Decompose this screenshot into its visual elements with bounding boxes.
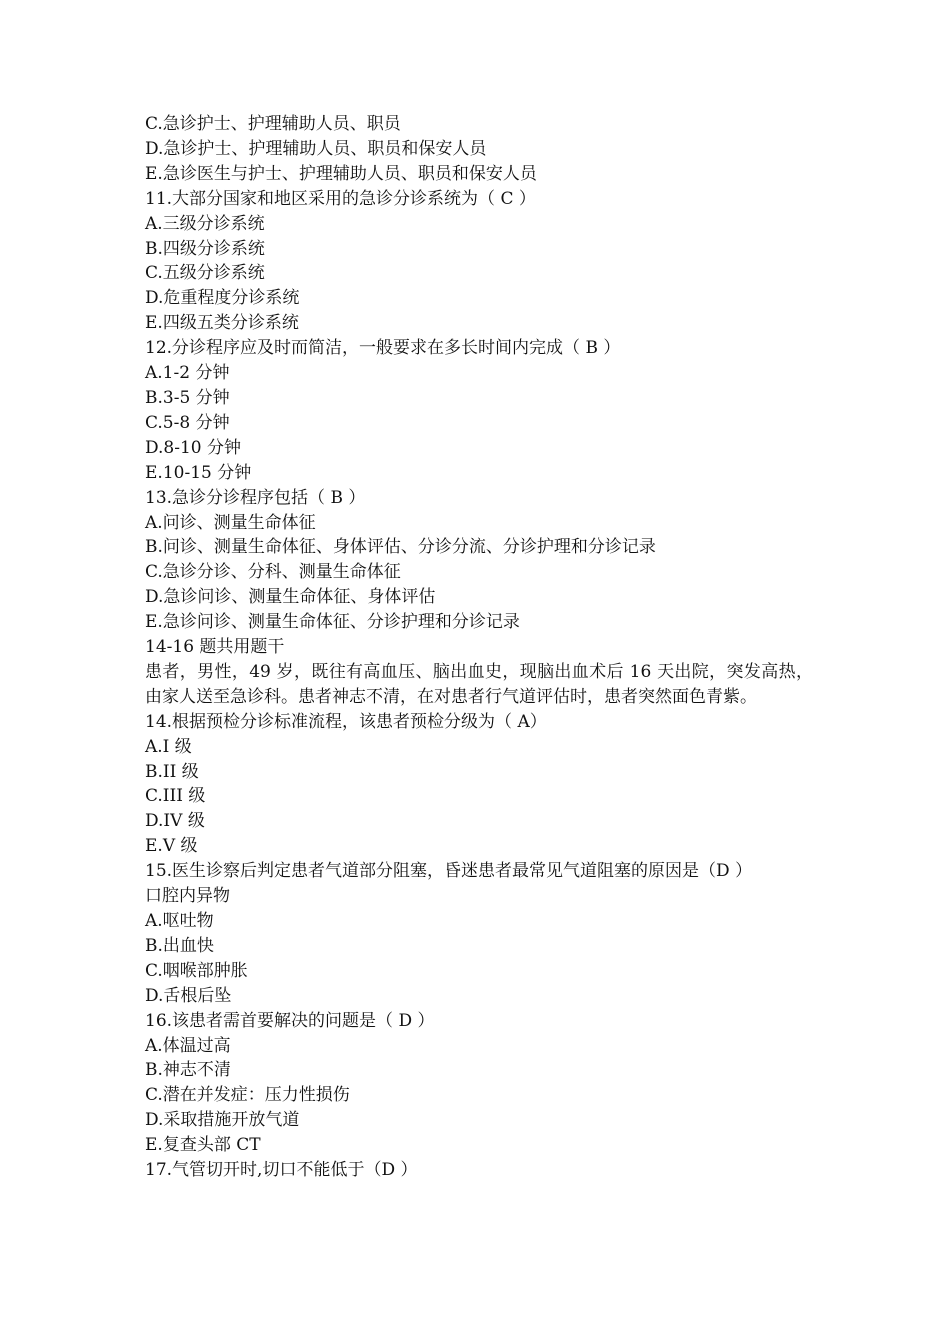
option-13b: B.问诊、测量生命体征、身体评估、分诊分流、分诊护理和分诊记录 xyxy=(145,537,656,558)
option-16a: A.体温过高 xyxy=(145,1035,231,1056)
question-11: 11.大部分国家和地区采用的急诊分诊系统为（ C ） xyxy=(145,188,536,209)
option-13c: C.急诊分诊、分科、测量生命体征 xyxy=(145,562,401,583)
option-14d: D.IV 级 xyxy=(145,811,205,832)
option-15d: D.舌根后坠 xyxy=(145,985,232,1006)
case-paragraph: 患者，男性，49 岁，既往有高血压、脑出血史，现脑出血术后 16 天出院，突发高热，由家人送至急诊科。患者神志不清，在对患者行气道评估时，患者突然面色青紫。 xyxy=(145,661,813,707)
question-15: 15.医生诊察后判定患者气道部分阻塞，昏迷患者最常见气道阻塞的原因是（D ） xyxy=(145,861,753,882)
option-12e: E.10-15 分钟 xyxy=(145,462,252,483)
option-14e: E.V 级 xyxy=(145,836,198,857)
question-12: 12.分诊程序应及时而简洁，一般要求在多长时间内完成（ B ） xyxy=(145,338,621,359)
option-12c: C.5-8 分钟 xyxy=(145,412,230,433)
option-15b: B.出血快 xyxy=(145,935,214,956)
shared-stem-heading: 14-16 题共用题干 xyxy=(145,637,285,658)
document-page xyxy=(145,112,813,1183)
option-10c: C.急诊护士、护理辅助人员、职员 xyxy=(145,114,401,134)
option-11a: A.三级分诊系统 xyxy=(145,213,265,234)
option-16e: E.复查头部 CT xyxy=(145,1135,261,1156)
option-15a: A.呕吐物 xyxy=(145,911,214,931)
option-10d: D.急诊护士、护理辅助人员、职员和保安人员 xyxy=(145,138,487,159)
option-16c: C.潜在并发症：压力性损伤 xyxy=(145,1085,350,1106)
question-13: 13.急诊分诊程序包括（ B ） xyxy=(145,487,366,508)
option-15c: C.咽喉部肿胀 xyxy=(145,960,248,981)
option-16b: B.神志不清 xyxy=(145,1060,231,1081)
option-14c: C.III 级 xyxy=(145,786,206,807)
option-16d: D.采取措施开放气道 xyxy=(145,1110,300,1131)
option-13e: E.急诊问诊、测量生命体征、分诊护理和分诊记录 xyxy=(145,612,520,633)
option-13d: D.急诊问诊、测量生命体征、身体评估 xyxy=(145,587,436,608)
option-12a: A.1-2 分钟 xyxy=(145,363,230,384)
option-10e: E.急诊医生与护士、护理辅助人员、职员和保安人员 xyxy=(145,163,537,184)
option-12d: D.8-10 分钟 xyxy=(145,437,242,458)
option-14a: A.I 级 xyxy=(145,736,192,757)
option-13a: A.问诊、测量生命体征 xyxy=(145,512,316,533)
option-11e: E.四级五类分诊系统 xyxy=(145,313,299,334)
question-14: 14.根据预检分诊标准流程，该患者预检分级为（ A） xyxy=(145,711,547,732)
question-16: 16.该患者需首要解决的问题是（ D ） xyxy=(145,1010,435,1031)
option-14b: B.II 级 xyxy=(145,761,199,782)
option-11c: C.五级分诊系统 xyxy=(145,263,265,284)
option-12b: B.3-5 分钟 xyxy=(145,387,230,408)
question-17: 17.气管切开时,切口不能低于（D ） xyxy=(145,1160,418,1181)
option-11b: B.四级分诊系统 xyxy=(145,238,265,259)
option-11d: D.危重程度分诊系统 xyxy=(145,288,300,309)
question-15-continuation: 口腔内异物 xyxy=(145,886,230,907)
